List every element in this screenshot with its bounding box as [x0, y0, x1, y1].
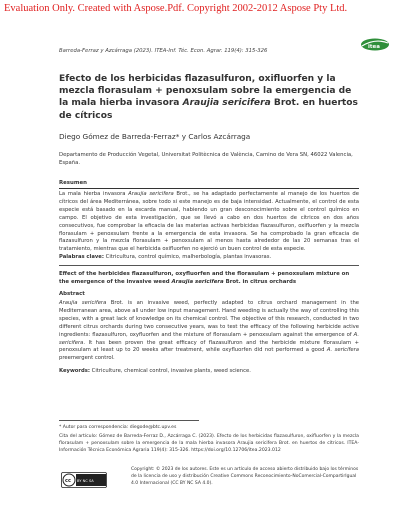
abstract-heading: Abstract	[59, 291, 85, 297]
resumen-text: La mala hierba invasora Araujia sericifera Brot., se ha adaptado perfectamente al manejo de los huertos de cítricos del área Mediterránea, sobre todo si este manejo es de baja intensidad. Actualmente, el control de esta especie está basado en la escarda manual, habiendo un gran desconocimiento sobre el control químico en campo. El objetivo de esta investigación, que se llevó a cabo en dos huertos de cítricos en dos años consecutivos, fue comprobar la eficacia de las materias activas herbicidas flazasulfuron, oxifluorfen y la mezcla florasulam + penoxsulam frente a la emergencia de esta invasora. Se ha comprobado la gran eficacia de flazasulfuron y la mezcla florasulam + penoxsulam al menos hasta alrededor de las 20 semanas tras el tratamiento, mientras que el herbicida oxifluorfen no ejerció un buen control de esta especie.	[59, 191, 359, 253]
affiliation: Departamento de Producción Vegetal, Universitat Politècnica de València, Camino de Vera SN, 46022 Valencia, España.	[59, 152, 353, 167]
keywords: Keywords: Citriculture, chemical control, invasive plants, weed science.	[59, 368, 251, 374]
title-plain: Efecto de los herbicidas flazasulfuron, oxifluorfen y la mezcla florasulam + penoxsulam sobre la emergencia de la mala hierba invasora	[59, 74, 352, 109]
abstract-text: Araujia sericifera Brot. is an invasive weed, perfectly adapted to citrus orchard management in the Mediterranean area, above all under low input management. Hand weeding is actually the way of controlling this species, with a great lack of knowledge on its chemical control. The objective of this research, conducted in two different citrus orchards during two consecutive years, was to test the efficacy of the following herbicide active ingredients: flazasulfuron, oxyfluorfen and the mixture of florasulam + penoxsulam against the emergence of A. sericifera. It has been proven the great efficacy of flazasulfuron and the herbicide mixture florasulam + penoxsulam at least up to 20 weeks after treatment, while oxyfluorfen did not performed a good A. sericifera preemergent control.	[59, 300, 359, 362]
title-end: Brot. en huertos de cítricos	[59, 98, 358, 121]
footnote-rule	[59, 420, 199, 421]
corresponding-author: * Autor para correspondencia: diegode@btc.upv.es	[59, 425, 177, 430]
copyright-notice: Copyright: © 2023 de los autores. Este es un artículo de acceso abierto distribuido bajo los términos de la licencia de uso y distribución Creative Commons Reconocimiento-NoComercial-CompartirIgual 4.0 Internacional (CC BY NC SA 4.0).	[131, 467, 359, 486]
svg-text:cc: cc	[65, 478, 71, 484]
cc-badge-text: BY NC SA	[77, 479, 94, 483]
divider	[59, 188, 359, 189]
palabras-clave: Palabras clave: Citricultura, control químico, malherbología, plantas invasoras.	[59, 254, 272, 260]
title-species: Araujia sericifera	[182, 98, 271, 109]
evaluation-watermark: Evaluation Only. Created with Aspose.Pdf. Copyright 2002-2012 Aspose Pty Ltd.	[4, 3, 348, 14]
article-title	[59, 73, 359, 122]
authors: Diego Gómez de Barreda-Ferraz* y Carlos Azcárraga	[59, 132, 251, 141]
resumen-heading: Resumen	[59, 180, 87, 186]
cc-license-badge	[61, 472, 107, 488]
divider	[59, 265, 359, 266]
itea-logo	[360, 37, 390, 51]
logo-text: itea	[368, 44, 380, 50]
journal-reference: Barreda-Ferraz y Azcárraga (2023). ITEA-Inf. Téc. Econ. Agrar. 119(4): 315-326	[59, 48, 268, 54]
citation: Cita del artículo: Gómez de Barreda-Ferraz D., Azcárraga C. (2023). Efecto de los herbicidas flazasulfuron, oxifluorfen y la mezcla florasulam + penoxsulam sobre la emergencia de la mala hierba invasora Araujia sericifera Brot. en huertos de cítricos. ITEA-Información Técnica Económica Agraria 119(4): 315-326. https://doi.org/10.12706/itea.2023.012	[59, 434, 359, 453]
english-title: Effect of the herbicides flazasulfuron, oxyfluorfen and the florasulam + penoxsulam mixture on the emergence of the invasive weed Araujia sericifera Brot. in citrus orchards	[59, 271, 350, 285]
